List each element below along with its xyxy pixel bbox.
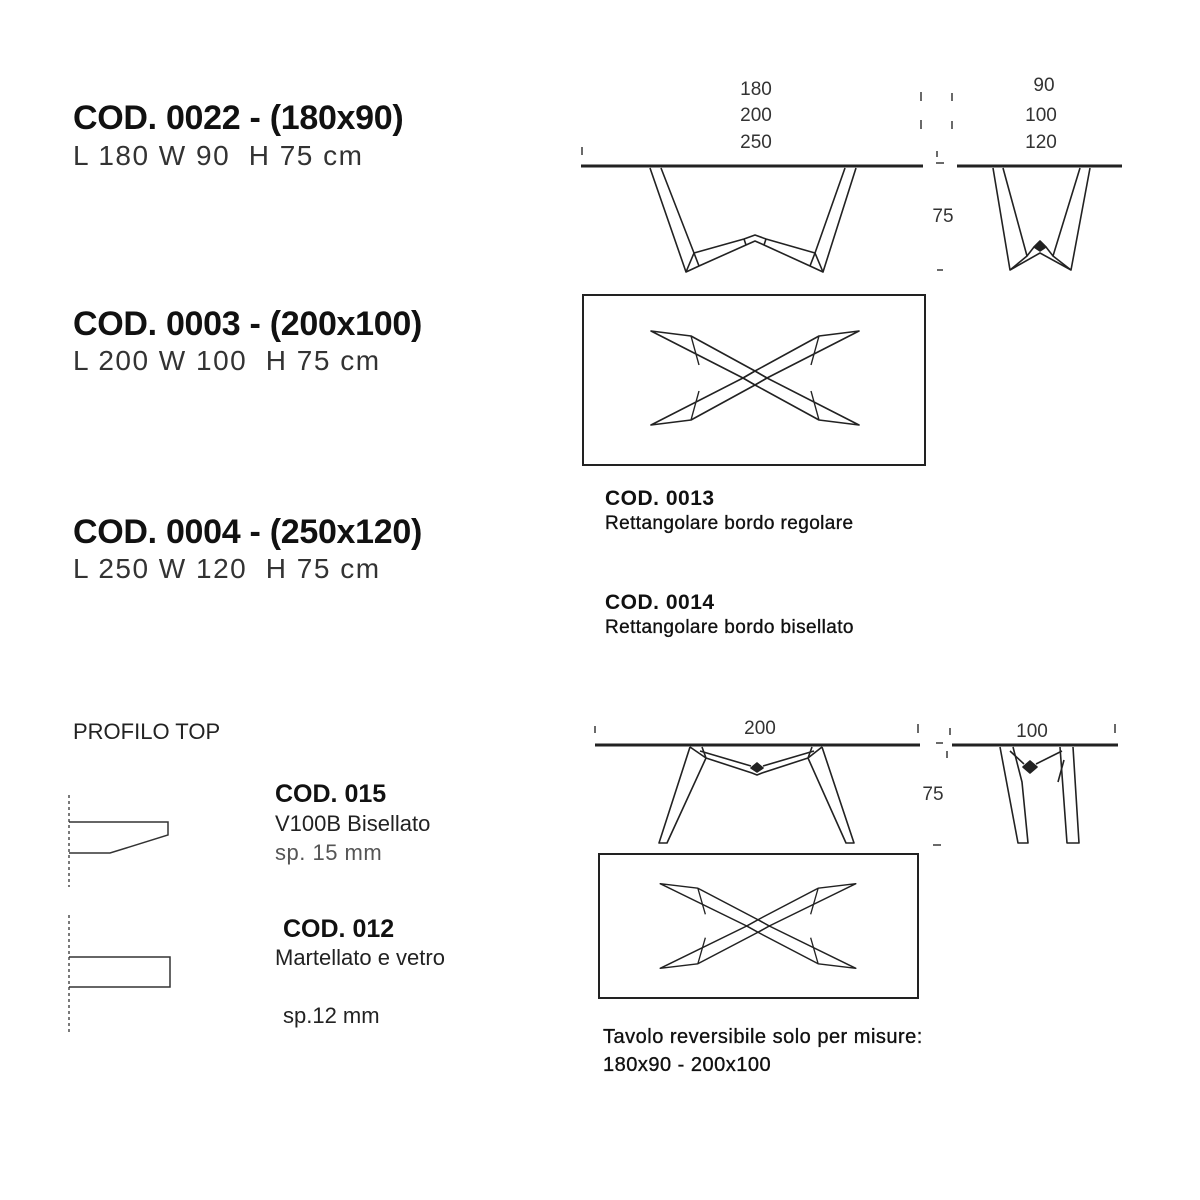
length-label: 180 bbox=[740, 79, 772, 100]
profile-section-shape bbox=[69, 957, 170, 987]
width-label: 120 bbox=[1025, 132, 1057, 153]
profile-section-title: PROFILO TOP bbox=[73, 719, 221, 744]
leg-inner-line bbox=[661, 168, 845, 253]
width-labels-top bbox=[1025, 75, 1057, 153]
profile-name: V100B Bisellato bbox=[275, 811, 431, 836]
length-label: 250 bbox=[740, 132, 772, 153]
leg-fold-lines bbox=[1010, 256, 1071, 270]
profile-thickness: sp. 15 mm bbox=[275, 840, 383, 865]
leg-arm bbox=[758, 884, 856, 926]
plan-view-top bbox=[583, 295, 925, 465]
profile-name: Martellato e vetro bbox=[275, 945, 445, 970]
leg-joint bbox=[743, 371, 767, 385]
leg-outline bbox=[1000, 747, 1028, 843]
elevation-short-top bbox=[957, 166, 1122, 270]
profile-thickness: sp.12 mm bbox=[283, 1003, 380, 1028]
product-code: COD. 0004 - (250x120) bbox=[73, 513, 423, 551]
profile-code: COD. 015 bbox=[275, 780, 387, 808]
plan-view-bottom bbox=[599, 854, 918, 998]
variant-name: Rettangolare bordo bisellato bbox=[605, 617, 854, 638]
product-dimensions: L 200 W 100 H 75 cm bbox=[73, 345, 381, 376]
leg-arm bbox=[660, 926, 758, 968]
dimension-ticks-bottom bbox=[595, 724, 1115, 845]
leg-arm bbox=[758, 926, 856, 968]
variant-code: COD. 0013 bbox=[605, 487, 715, 510]
width-label: 100 bbox=[1025, 105, 1057, 126]
leg-fold-lines bbox=[686, 239, 823, 272]
leg-arm bbox=[755, 331, 859, 378]
reversible-note: Tavolo reversibile solo per misure: bbox=[603, 1026, 923, 1048]
length-labels-top bbox=[740, 79, 772, 153]
leg-arm bbox=[660, 884, 758, 926]
width-label: 90 bbox=[1033, 75, 1055, 96]
length-label: 200 bbox=[740, 105, 772, 126]
table-top-outline bbox=[583, 295, 925, 465]
height-label: 75 bbox=[932, 206, 954, 227]
leg-arm bbox=[651, 331, 755, 378]
table-top-outline bbox=[599, 854, 918, 998]
elevation-short-bottom bbox=[952, 745, 1118, 843]
product-dimensions: L 250 W 120 H 75 cm bbox=[73, 553, 381, 584]
leg-arm bbox=[651, 378, 755, 425]
height-label: 75 bbox=[922, 784, 944, 805]
leg-joint bbox=[751, 763, 763, 772]
profile-bisellato-drawing bbox=[69, 795, 168, 887]
variant-code: COD. 0014 bbox=[605, 591, 715, 614]
leg-joint bbox=[1023, 761, 1037, 773]
elevation-long-top bbox=[581, 166, 923, 272]
reversible-sizes: 180x90 - 200x100 bbox=[603, 1054, 772, 1076]
leg-arm bbox=[755, 378, 859, 425]
leg-joint bbox=[1034, 241, 1046, 251]
profile-martellato-drawing bbox=[69, 915, 170, 1033]
width-label: 100 bbox=[1016, 721, 1048, 742]
variant-name: Rettangolare bordo regolare bbox=[605, 513, 854, 534]
profile-section-shape bbox=[69, 822, 168, 853]
leg-outline bbox=[659, 747, 854, 843]
leg-fold-lines bbox=[690, 747, 822, 758]
elevation-long-bottom bbox=[595, 745, 920, 843]
product-code: COD. 0022 - (180x90) bbox=[73, 99, 404, 137]
length-label: 200 bbox=[744, 718, 776, 739]
product-dimensions: L 180 W 90 H 75 cm bbox=[73, 140, 364, 171]
profile-code: COD. 012 bbox=[283, 915, 395, 943]
product-code: COD. 0003 - (200x100) bbox=[73, 305, 423, 343]
leg-joint bbox=[747, 920, 770, 933]
